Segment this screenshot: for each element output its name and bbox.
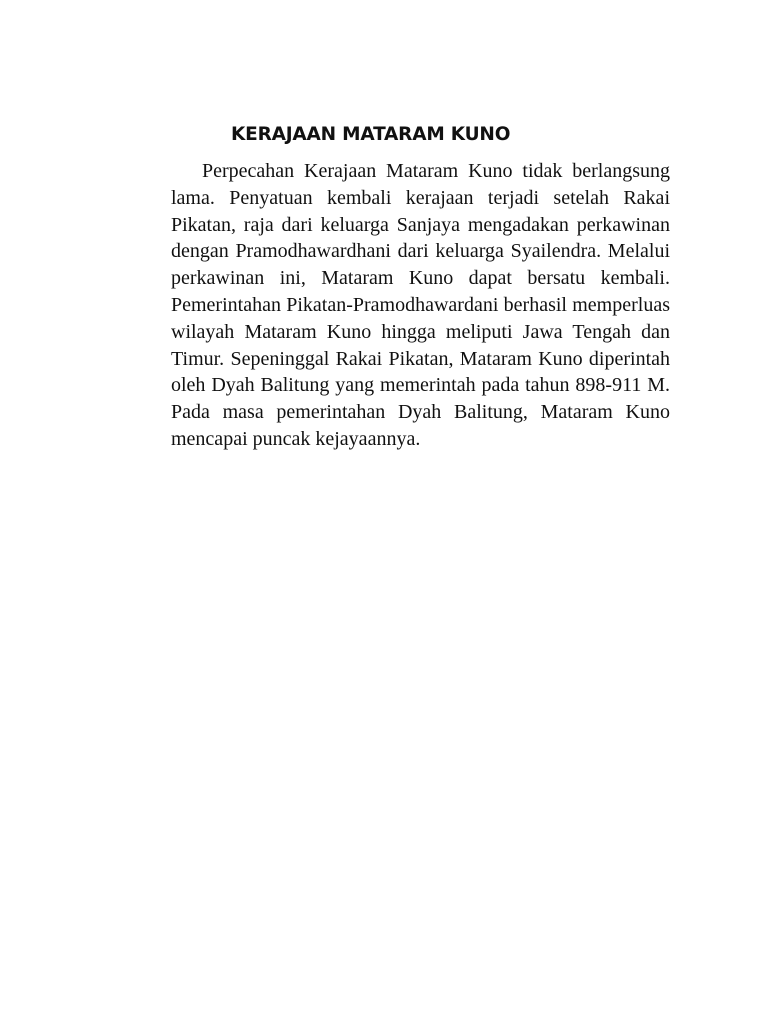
- document-title: KERAJAAN MATARAM KUNO: [231, 124, 511, 145]
- body-paragraph: Perpecahan Kerajaan Mataram Kuno tidak berlangsung lama. Penyatuan kembali kerajaan terjadi setelah Rakai Pikatan, raja dari keluarga Sanjaya mengadakan perkawinan dengan Pramodhawardhani dari keluarga Syailendra. Melalui perkawinan ini, Mataram Kuno dapat bersatu kembali. Pemerintahan Pikatan-Pramodhawardani berhasil memperluas wilayah Mataram Kuno hingga meliputi Jawa Tengah dan Timur. Sepeninggal Rakai Pikatan, Mataram Kuno diperintah oleh Dyah Balitung yang memerintah pada tahun 898-911 M. Pada masa pemerintahan Dyah Balitung, Mataram Kuno mencapai puncak kejayaannya.: [171, 160, 670, 450]
